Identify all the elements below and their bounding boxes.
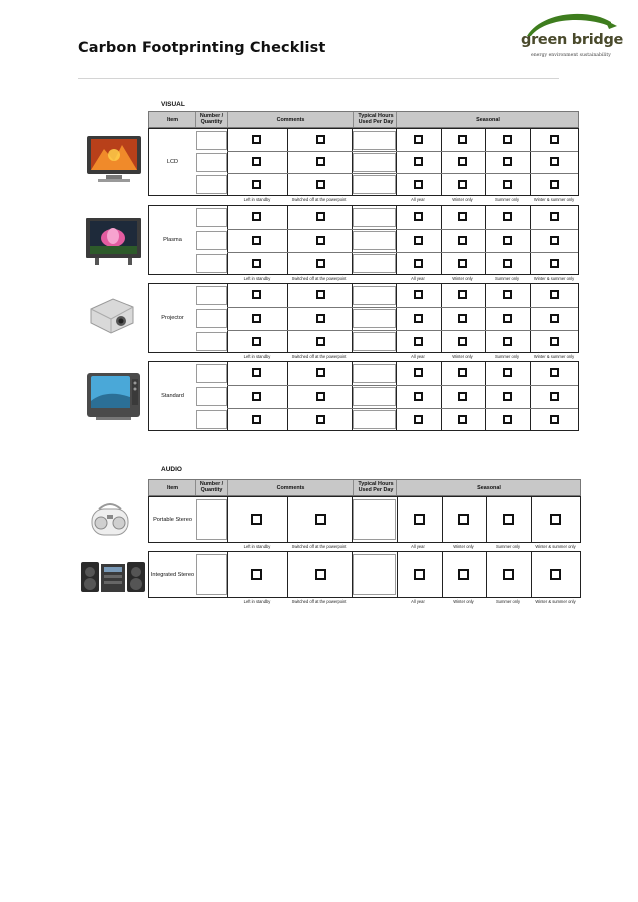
integrated-stereo-icon (80, 560, 146, 594)
option-label-switched-off: Switched off at the powerpoint (291, 197, 347, 202)
option-label-winter: Winter only (452, 354, 473, 359)
hours-input[interactable] (353, 499, 396, 540)
option-label-standby: Left in standby (243, 599, 271, 604)
summer-checkbox[interactable] (503, 392, 512, 401)
portable-stereo-icon (89, 499, 131, 539)
header-item: Item (166, 485, 179, 491)
hours-input[interactable] (353, 364, 396, 383)
hours-input[interactable] (353, 175, 396, 194)
all-year-checkbox[interactable] (414, 514, 425, 525)
option-label-summer: Summer only (495, 599, 521, 604)
summer-checkbox[interactable] (503, 290, 512, 299)
hours-input[interactable] (353, 286, 396, 305)
header-seasonal: Seasonal (476, 117, 500, 123)
column-line (352, 206, 353, 274)
winter-checkbox[interactable] (458, 290, 467, 299)
option-label-all-year: All year (411, 544, 425, 549)
option-label-standby: Left in standby (243, 276, 271, 281)
header-quantity: Number / Quantity (199, 113, 224, 125)
column-line (287, 129, 288, 195)
hours-input[interactable] (353, 309, 396, 328)
all-year-checkbox[interactable] (414, 259, 423, 268)
option-label-switched-off: Switched off at the powerpoint (291, 354, 347, 359)
quantity-input[interactable] (196, 410, 227, 429)
switched-off-checkbox[interactable] (316, 135, 325, 144)
column-line (227, 552, 228, 597)
winter-summer-checkbox[interactable] (550, 514, 561, 525)
winter-summer-checkbox[interactable] (550, 569, 561, 580)
all-year-checkbox[interactable] (414, 290, 423, 299)
winter-checkbox[interactable] (458, 392, 467, 401)
switched-off-checkbox[interactable] (315, 569, 326, 580)
header-hours: Typical Hours Used Per Day (358, 113, 394, 125)
hours-input[interactable] (353, 332, 396, 351)
switched-off-checkbox[interactable] (316, 314, 325, 323)
quantity-input[interactable] (196, 131, 227, 150)
option-label-standby: Left in standby (243, 197, 271, 202)
all-year-checkbox[interactable] (414, 368, 423, 377)
hours-input[interactable] (353, 153, 396, 172)
winter-summer-checkbox[interactable] (550, 290, 559, 299)
integrated-stereo-block (148, 551, 581, 598)
item-label-standard: Standard (161, 393, 184, 399)
column-line (441, 206, 442, 274)
standby-checkbox[interactable] (252, 157, 261, 166)
standby-checkbox[interactable] (252, 135, 261, 144)
header-divider-line (227, 480, 228, 495)
option-label-standby: Left in standby (243, 544, 271, 549)
column-line (441, 362, 442, 430)
column-line (397, 552, 398, 597)
column-line (352, 552, 353, 597)
item-label-plasma: Plasma (163, 237, 182, 243)
quantity-input[interactable] (196, 309, 227, 328)
row-line (227, 151, 578, 152)
switched-off-checkbox[interactable] (316, 259, 325, 268)
column-line (397, 497, 398, 542)
standby-checkbox[interactable] (251, 569, 262, 580)
column-line (227, 129, 228, 195)
switched-off-checkbox[interactable] (315, 514, 326, 525)
column-line (227, 206, 228, 274)
column-line (441, 129, 442, 195)
column-line (352, 362, 353, 430)
visual-section-label: VISUAL (161, 101, 185, 108)
crt-tv-icon (86, 371, 141, 421)
winter-checkbox[interactable] (458, 368, 467, 377)
winter-summer-checkbox[interactable] (550, 259, 559, 268)
option-label-summer: Summer only (494, 197, 520, 202)
column-line (396, 362, 397, 430)
header-divider-line (396, 480, 397, 495)
column-line (485, 284, 486, 352)
column-line (486, 497, 487, 542)
switched-off-checkbox[interactable] (316, 392, 325, 401)
column-line (485, 206, 486, 274)
header-seasonal: Seasonal (477, 485, 501, 491)
logo (519, 12, 624, 62)
summer-checkbox[interactable] (503, 135, 512, 144)
quantity-input[interactable] (196, 208, 227, 227)
standby-checkbox[interactable] (252, 415, 261, 424)
all-year-checkbox[interactable] (414, 569, 425, 580)
standby-checkbox[interactable] (252, 392, 261, 401)
winter-checkbox[interactable] (458, 157, 467, 166)
winter-summer-checkbox[interactable] (550, 180, 559, 189)
winter-checkbox[interactable] (458, 569, 469, 580)
column-line (396, 129, 397, 195)
all-year-checkbox[interactable] (414, 135, 423, 144)
winter-checkbox[interactable] (458, 314, 467, 323)
winter-checkbox[interactable] (458, 135, 467, 144)
switched-off-checkbox[interactable] (316, 415, 325, 424)
all-year-checkbox[interactable] (414, 157, 423, 166)
quantity-input[interactable] (196, 286, 227, 305)
standard-block (148, 361, 579, 431)
header-divider-line (227, 112, 228, 127)
winter-checkbox[interactable] (458, 337, 467, 346)
column-line (227, 284, 228, 352)
row-line (227, 330, 578, 331)
quantity-input[interactable] (196, 153, 227, 172)
column-line (485, 129, 486, 195)
column-line (396, 206, 397, 274)
column-line (441, 284, 442, 352)
option-label-switched-off: Switched off at the powerpoint (291, 599, 347, 604)
column-line (287, 362, 288, 430)
summer-checkbox[interactable] (503, 212, 512, 221)
hours-input[interactable] (353, 231, 396, 250)
winter-summer-checkbox[interactable] (550, 392, 559, 401)
switched-off-checkbox[interactable] (316, 337, 325, 346)
column-line (352, 284, 353, 352)
quantity-input[interactable] (196, 364, 227, 383)
header-comments: Comments (276, 485, 305, 491)
option-label-switched-off: Switched off at the powerpoint (291, 276, 347, 281)
quantity-input[interactable] (196, 387, 227, 406)
winter-checkbox[interactable] (458, 514, 469, 525)
summer-checkbox[interactable] (503, 259, 512, 268)
row-line (227, 385, 578, 386)
summer-checkbox[interactable] (503, 180, 512, 189)
option-label-all-year: All year (411, 354, 425, 359)
row-line (227, 408, 578, 409)
column-line (287, 552, 288, 597)
quantity-input[interactable] (196, 554, 227, 595)
quantity-input[interactable] (196, 499, 227, 540)
option-label-winter-summer: Winter & summer only (533, 197, 575, 202)
column-line (530, 284, 531, 352)
switched-off-checkbox[interactable] (316, 157, 325, 166)
quantity-input[interactable] (196, 254, 227, 273)
winter-checkbox[interactable] (458, 415, 467, 424)
audio-section-label: AUDIO (161, 466, 182, 473)
option-label-summer: Summer only (494, 276, 520, 281)
item-label-integrated-stereo: Integrated Stereo (150, 572, 195, 578)
standby-checkbox[interactable] (252, 212, 261, 221)
option-label-summer: Summer only (494, 354, 520, 359)
column-line (287, 206, 288, 274)
hours-input[interactable] (353, 254, 396, 273)
option-label-winter-summer: Winter & summer only (535, 544, 576, 549)
option-label-all-year: All year (411, 197, 425, 202)
all-year-checkbox[interactable] (414, 236, 423, 245)
header-divider (78, 78, 559, 79)
winter-summer-checkbox[interactable] (550, 212, 559, 221)
standby-checkbox[interactable] (252, 259, 261, 268)
summer-checkbox[interactable] (503, 236, 512, 245)
hours-input[interactable] (353, 554, 396, 595)
option-label-winter-summer: Winter & summer only (533, 276, 575, 281)
header-hours: Typical Hours Used Per Day (358, 481, 394, 493)
all-year-checkbox[interactable] (414, 314, 423, 323)
header-item: Item (166, 117, 179, 123)
row-line (227, 173, 578, 174)
standby-checkbox[interactable] (252, 236, 261, 245)
lcd-block (148, 128, 579, 196)
switched-off-checkbox[interactable] (316, 290, 325, 299)
option-label-winter: Winter only (453, 599, 474, 604)
option-label-switched-off: Switched off at the powerpoint (291, 544, 347, 549)
column-line (485, 362, 486, 430)
winter-summer-checkbox[interactable] (550, 337, 559, 346)
column-line (352, 129, 353, 195)
standby-checkbox[interactable] (252, 290, 261, 299)
column-line (530, 129, 531, 195)
column-line (442, 552, 443, 597)
all-year-checkbox[interactable] (414, 180, 423, 189)
row-line (227, 307, 578, 308)
option-label-standby: Left in standby (243, 354, 271, 359)
standby-checkbox[interactable] (252, 368, 261, 377)
all-year-checkbox[interactable] (414, 415, 423, 424)
switched-off-checkbox[interactable] (316, 180, 325, 189)
header-divider-line (353, 480, 354, 495)
logo-name: green bridge (521, 32, 624, 48)
summer-checkbox[interactable] (503, 415, 512, 424)
quantity-input[interactable] (196, 332, 227, 351)
option-label-summer: Summer only (495, 544, 521, 549)
plasma-tv-icon (85, 216, 142, 266)
winter-checkbox[interactable] (458, 212, 467, 221)
quantity-input[interactable] (196, 231, 227, 250)
projector-icon (87, 291, 136, 339)
option-label-winter: Winter only (452, 276, 473, 281)
plasma-block (148, 205, 579, 275)
item-label-lcd: LCD (166, 159, 179, 165)
standby-checkbox[interactable] (251, 514, 262, 525)
all-year-checkbox[interactable] (414, 212, 423, 221)
column-line (531, 552, 532, 597)
projector-block (148, 283, 579, 353)
hours-input[interactable] (353, 131, 396, 150)
all-year-checkbox[interactable] (414, 337, 423, 346)
visual-header-row (148, 111, 579, 128)
column-line (396, 284, 397, 352)
option-label-winter: Winter only (453, 544, 474, 549)
option-label-winter-summer: Winter & summer only (535, 599, 576, 604)
winter-summer-checkbox[interactable] (550, 415, 559, 424)
summer-checkbox[interactable] (503, 368, 512, 377)
all-year-checkbox[interactable] (414, 392, 423, 401)
winter-summer-checkbox[interactable] (550, 135, 559, 144)
header-divider-line (353, 112, 354, 127)
hours-input[interactable] (353, 208, 396, 227)
column-line (442, 497, 443, 542)
winter-checkbox[interactable] (458, 180, 467, 189)
header-quantity: Number / Quantity (199, 481, 224, 493)
column-line (486, 552, 487, 597)
page-title: Carbon Footprinting Checklist (78, 40, 326, 56)
standby-checkbox[interactable] (252, 337, 261, 346)
option-label-all-year: All year (411, 599, 425, 604)
winter-checkbox[interactable] (458, 236, 467, 245)
winter-checkbox[interactable] (458, 259, 467, 268)
audio-header-row (148, 479, 581, 496)
logo-tagline: energy environment sustainability (531, 53, 611, 58)
item-label-portable-stereo: Portable Stereo (153, 517, 192, 523)
winter-summer-checkbox[interactable] (550, 236, 559, 245)
summer-checkbox[interactable] (503, 514, 514, 525)
header-divider-line (195, 112, 196, 127)
summer-checkbox[interactable] (503, 314, 512, 323)
column-line (287, 497, 288, 542)
hours-input[interactable] (353, 410, 396, 429)
summer-checkbox[interactable] (503, 569, 514, 580)
option-label-all-year: All year (411, 276, 425, 281)
winter-summer-checkbox[interactable] (550, 368, 559, 377)
item-label-projector: Projector (161, 315, 184, 321)
portable-stereo-block (148, 496, 581, 543)
summer-checkbox[interactable] (503, 157, 512, 166)
row-line (227, 252, 578, 253)
header-divider-line (396, 112, 397, 127)
summer-checkbox[interactable] (503, 337, 512, 346)
standby-checkbox[interactable] (252, 314, 261, 323)
column-line (530, 362, 531, 430)
switched-off-checkbox[interactable] (316, 236, 325, 245)
column-line (227, 362, 228, 430)
switched-off-checkbox[interactable] (316, 368, 325, 377)
winter-summer-checkbox[interactable] (550, 314, 559, 323)
row-line (227, 229, 578, 230)
switched-off-checkbox[interactable] (316, 212, 325, 221)
option-label-winter-summer: Winter & summer only (533, 354, 575, 359)
header-comments: Comments (276, 117, 305, 123)
header-divider-line (195, 480, 196, 495)
column-line (530, 206, 531, 274)
column-line (531, 497, 532, 542)
lcd-tv-icon (86, 135, 142, 184)
column-line (352, 497, 353, 542)
standby-checkbox[interactable] (252, 180, 261, 189)
option-label-winter: Winter only (452, 197, 473, 202)
column-line (287, 284, 288, 352)
column-line (227, 497, 228, 542)
hours-input[interactable] (353, 387, 396, 406)
winter-summer-checkbox[interactable] (550, 157, 559, 166)
quantity-input[interactable] (196, 175, 227, 194)
